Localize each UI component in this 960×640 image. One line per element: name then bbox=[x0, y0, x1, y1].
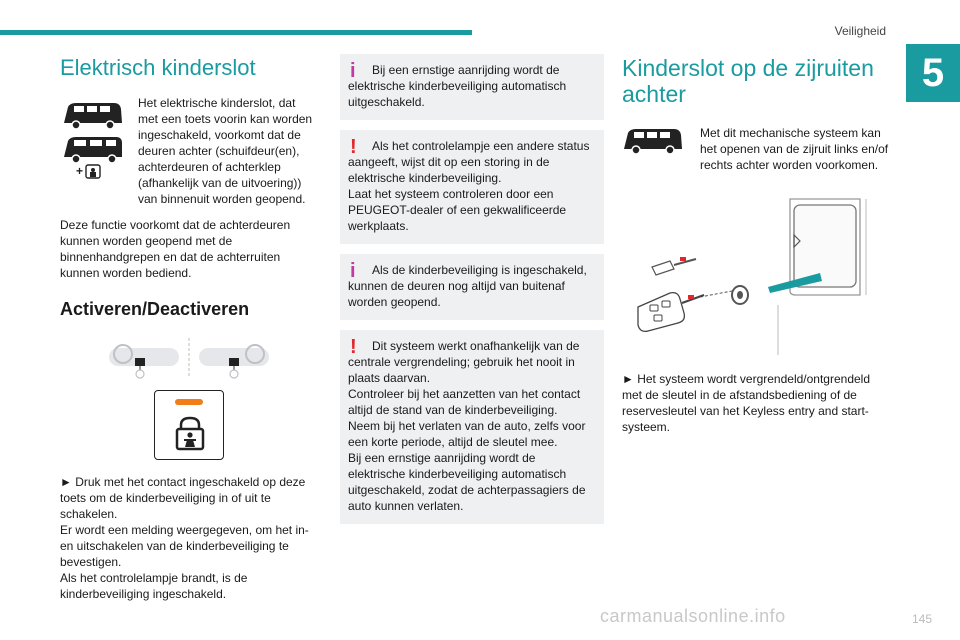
notice-text: Bij een ernstige aanrijding wordt de elektrische kinderbeveiliging automatisch uitgeschakeld. bbox=[348, 63, 567, 109]
heading-rear-window-lock: Kinderslot op de zijruiten achter bbox=[622, 55, 874, 107]
child-lock-button bbox=[154, 390, 224, 460]
intro-block bbox=[60, 95, 318, 207]
notice-text: Als het controlelampje een andere status aangeeft, wijst dit op een storing in de elektrische kinderbeveiliging. bbox=[348, 139, 590, 185]
child-lock-plus-icon bbox=[76, 164, 100, 178]
column-left bbox=[60, 55, 318, 602]
notice-info-2 bbox=[340, 254, 604, 320]
child-lock-icon bbox=[173, 415, 207, 451]
intro-block bbox=[622, 125, 890, 173]
step-indicator: Als het controlelampje brandt, is de kinderbeveiliging ingeschakeld. bbox=[60, 571, 248, 601]
notice-warning-1 bbox=[340, 130, 604, 244]
notice-extra: Bij een ernstige aanrijding wordt de elektrische kinderbeveiliging automatisch uitgeschakeld, zodat de achterpassagiers de auto kunnen verlaten. bbox=[348, 451, 586, 513]
dashboard-illustration bbox=[103, 334, 275, 380]
column-right bbox=[622, 55, 890, 435]
notice-text: Als de kinderbeveiliging is ingeschakeld, kunnen de deuren nog altijd van buitenaf worden geopend. bbox=[348, 263, 587, 309]
remote-key-icon bbox=[638, 293, 704, 332]
paragraph-function: Deze functie voorkomt dat de achterdeuren kunnen worden geopend met de binnenhandgrepen en dat de achterruiten kunnen worden bediend. bbox=[60, 218, 291, 280]
watermark: carmanualsonline.info bbox=[600, 606, 786, 626]
spare-key-icon bbox=[652, 257, 696, 275]
info-icon: i bbox=[350, 260, 356, 282]
van-long-icon bbox=[64, 137, 122, 163]
info-icon: i bbox=[350, 60, 356, 82]
warning-icon: ! bbox=[350, 336, 357, 358]
intro-text: Het elektrische kinderslot, dat met een toets voorin kan worden ingeschakeld, voorkomt dat de deuren achter (schuifdeur(en), achterdeuren of achterklep (afhankelijk van de uitvoering)) van binnenuit worden geopend. bbox=[138, 96, 313, 206]
heading-electric-child-lock: Elektrisch kinderslot bbox=[60, 55, 256, 80]
step-key-lock: ► Het systeem wordt vergrendeld/ontgrendeld met de sleutel in de afstandsbediening of de reservesleutel van het Keyless entry and start-systeem. bbox=[622, 372, 871, 434]
chapter-badge: 5 bbox=[906, 44, 960, 102]
van-short-icon bbox=[64, 103, 122, 129]
van-icon bbox=[622, 125, 684, 155]
top-accent-bar bbox=[0, 30, 472, 35]
notice-extra: Neem bij het verlaten van de auto, zelfs voor een korte periode, altijd de sleutel mee. bbox=[348, 419, 586, 449]
page-number: 145 bbox=[911, 612, 932, 626]
column-middle bbox=[340, 54, 604, 534]
svg-text:+: + bbox=[76, 164, 84, 178]
warning-icon: ! bbox=[350, 136, 357, 158]
step-press-button: ► Druk met het contact ingeschakeld op deze toets om de kinderbeveiliging in of uit te schakelen. bbox=[60, 475, 306, 521]
notice-extra: Laat het systeem controleren door een PEUGEOT-dealer of een gekwalificeerde werkplaats. bbox=[348, 187, 567, 233]
notice-text: Dit systeem werkt onafhankelijk van de centrale vergrendeling; gebruik het nooit in plaats daarvan. bbox=[348, 339, 580, 385]
key-lock-illustration bbox=[630, 195, 888, 357]
indicator-led bbox=[175, 399, 203, 405]
notice-warning-2 bbox=[340, 330, 604, 524]
heading-activate-deactivate: Activeren/Deactiveren bbox=[60, 299, 250, 319]
vehicle-icons bbox=[622, 125, 700, 173]
vehicle-icons bbox=[60, 95, 138, 207]
notice-extra: Controleer bij het aanzetten van het contact altijd de stand van de kinderbeveiliging. bbox=[348, 387, 581, 417]
van-icons bbox=[60, 95, 126, 179]
step-message: Er wordt een melding weergegeven, om het in- en uitschakelen van de kinderbeveiliging te bevestigen. bbox=[60, 523, 309, 569]
intro-text: Met dit mechanische systeem kan het openen van de zijruit links en/of rechts achter worden voorkomen. bbox=[700, 126, 889, 172]
notice-info-1 bbox=[340, 54, 604, 120]
section-title: Veiligheid bbox=[834, 24, 886, 38]
